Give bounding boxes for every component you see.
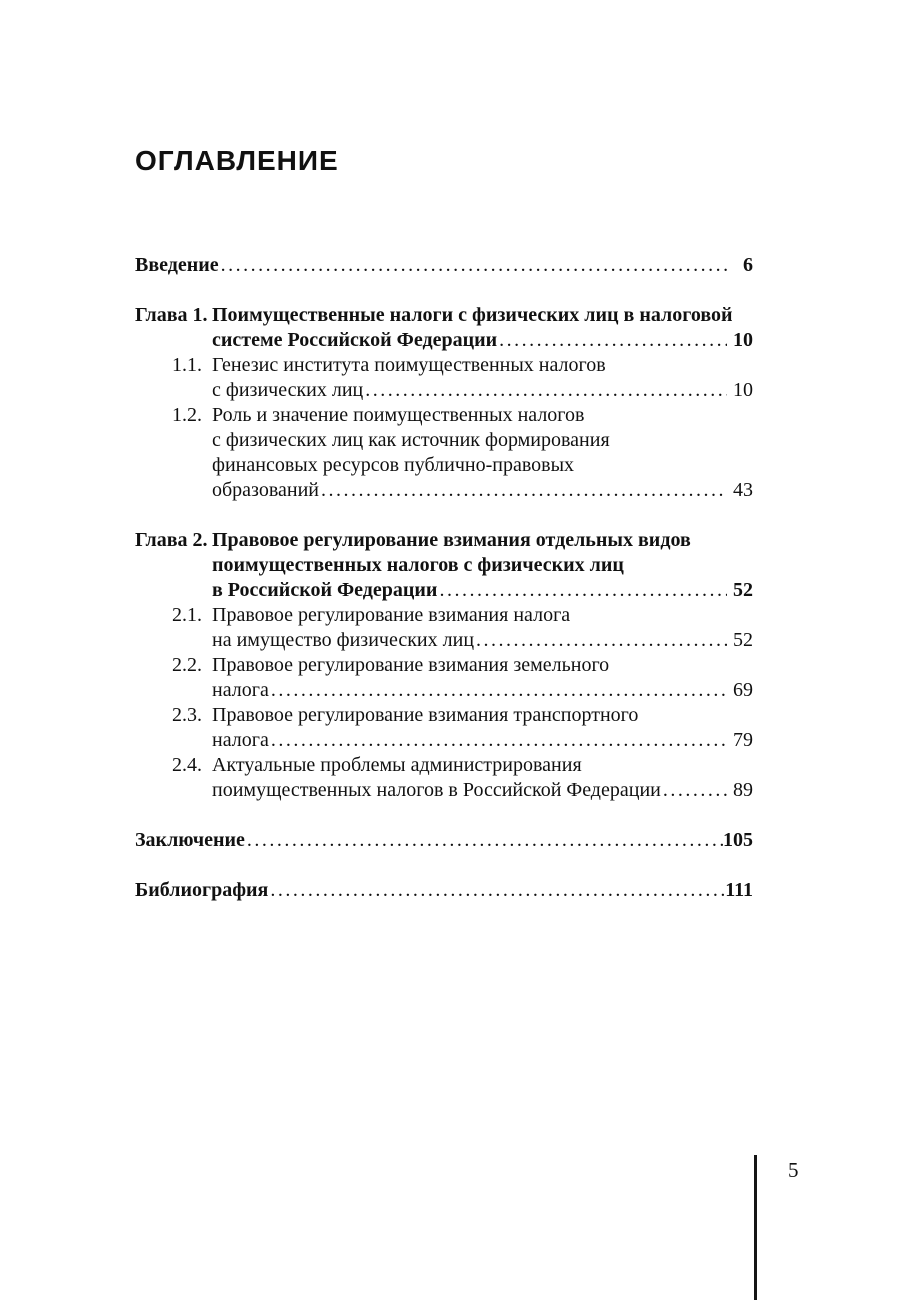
- dot-leader: [245, 828, 723, 853]
- toc-entry-bibliografiya: [135, 878, 753, 903]
- toc-entry-text: Правовое регулирование взимания земельного: [212, 654, 610, 676]
- toc-entry-text: налога: [212, 729, 269, 751]
- toc-line: [135, 628, 753, 653]
- toc-entry-chapter-1: [135, 303, 753, 353]
- toc-page-number: 105: [723, 829, 753, 851]
- toc-page-number: 79: [733, 729, 753, 751]
- toc-entry-label: Заключение: [135, 829, 245, 851]
- toc-entry-label: Библиография: [135, 879, 269, 901]
- toc-entry-text: Поимущественные налоги с физических лиц в налоговой: [212, 304, 733, 326]
- toc-entry-zaklyuchenie: [135, 828, 753, 853]
- toc-line: [135, 603, 753, 628]
- toc-content: [135, 145, 753, 903]
- toc-line: [135, 828, 753, 853]
- dot-leader: [661, 778, 727, 803]
- page-title: ОГЛАВЛЕНИЕ: [135, 145, 339, 176]
- toc-line: [135, 553, 753, 578]
- toc-line: [135, 703, 753, 728]
- toc-entry-vvedenie: [135, 253, 753, 278]
- toc-line: [135, 353, 753, 378]
- toc-entry-text: Генезис института поимущественных налогов: [212, 354, 606, 376]
- toc-entry-text: с физических лиц: [212, 379, 364, 401]
- toc-entry-2-1: [135, 603, 753, 653]
- toc-entry-2-3: [135, 703, 753, 753]
- toc-entry-text: системе Российской Федерации: [212, 329, 498, 351]
- toc-entry-label: Глава 1.: [135, 304, 208, 326]
- folio-page-number: 5: [788, 1158, 799, 1182]
- toc-page-number: 43: [733, 479, 753, 501]
- toc-line: [135, 778, 753, 803]
- toc-entry-chapter-2: [135, 528, 753, 603]
- toc-line: [135, 653, 753, 678]
- toc-line: [135, 728, 753, 753]
- toc-line: [135, 478, 753, 503]
- toc-line: [135, 453, 753, 478]
- toc-line: [135, 328, 753, 353]
- toc-entry-label: Глава 2.: [135, 529, 208, 551]
- toc-page-number: 10: [733, 379, 753, 401]
- dot-leader: [474, 628, 727, 653]
- toc-line: [135, 303, 753, 328]
- dot-leader: [363, 378, 727, 403]
- toc-entry-label: 2.3.: [172, 704, 202, 726]
- toc-line: [135, 528, 753, 553]
- dot-leader: [268, 878, 725, 903]
- toc-entry-text: финансовых ресурсов публично-правовых: [212, 454, 575, 476]
- toc-entry-label: Введение: [135, 254, 219, 276]
- toc-entry-text: на имущество физических лиц: [212, 629, 475, 651]
- toc-entry-label: 2.2.: [172, 654, 202, 676]
- toc-line: [135, 678, 753, 703]
- dot-leader: [497, 328, 727, 353]
- toc-page-number: 52: [733, 579, 753, 601]
- toc-entry-label: 1.1.: [172, 354, 202, 376]
- toc-line: [135, 428, 753, 453]
- toc-line: [135, 578, 753, 603]
- toc-entry-text: Правовое регулирование взимания отдельных видов: [212, 529, 691, 551]
- toc-entry-text: Актуальные проблемы администрирования: [212, 754, 582, 776]
- toc-line: [135, 878, 753, 903]
- dot-leader: [269, 728, 727, 753]
- toc-entry-label: 2.4.: [172, 754, 202, 776]
- toc-entry-text: налога: [212, 679, 269, 701]
- dot-leader: [437, 578, 727, 603]
- toc-entry-text: Роль и значение поимущественных налогов: [212, 404, 585, 426]
- toc-entry-1-2: [135, 403, 753, 503]
- toc-entry-text: в Российской Федерации: [212, 579, 438, 601]
- toc-page-number: 52: [733, 629, 753, 651]
- toc-entry-text: поимущественных налогов в Российской Федерации: [212, 779, 661, 801]
- toc-page-number: 10: [733, 329, 753, 351]
- toc-entry-1-1: [135, 353, 753, 403]
- footer-vertical-rule: [754, 1155, 757, 1300]
- toc-entry-label: 1.2.: [172, 404, 202, 426]
- toc-entry-text: Правовое регулирование взимания транспортного: [212, 704, 639, 726]
- toc-line: [135, 378, 753, 403]
- toc-page-number: 111: [725, 879, 753, 901]
- toc-page-number: 69: [733, 679, 753, 701]
- toc-entry-2-4: [135, 753, 753, 803]
- toc-entry-2-2: [135, 653, 753, 703]
- toc-entry-label: 2.1.: [172, 604, 202, 626]
- dot-leader: [219, 253, 727, 278]
- toc-line: [135, 753, 753, 778]
- toc-page-number: 6: [743, 254, 753, 276]
- toc-entry-text: поимущественных налогов с физических лиц: [212, 554, 624, 576]
- toc-entry-text: Правовое регулирование взимания налога: [212, 604, 571, 626]
- toc-line: [135, 253, 753, 278]
- dot-leader: [269, 678, 727, 703]
- dot-leader: [319, 478, 727, 503]
- toc-line: [135, 403, 753, 428]
- toc-entry-text: образований: [212, 479, 320, 501]
- toc-entry-text: с физических лиц как источник формирования: [212, 429, 610, 451]
- toc-page-number: 89: [733, 779, 753, 801]
